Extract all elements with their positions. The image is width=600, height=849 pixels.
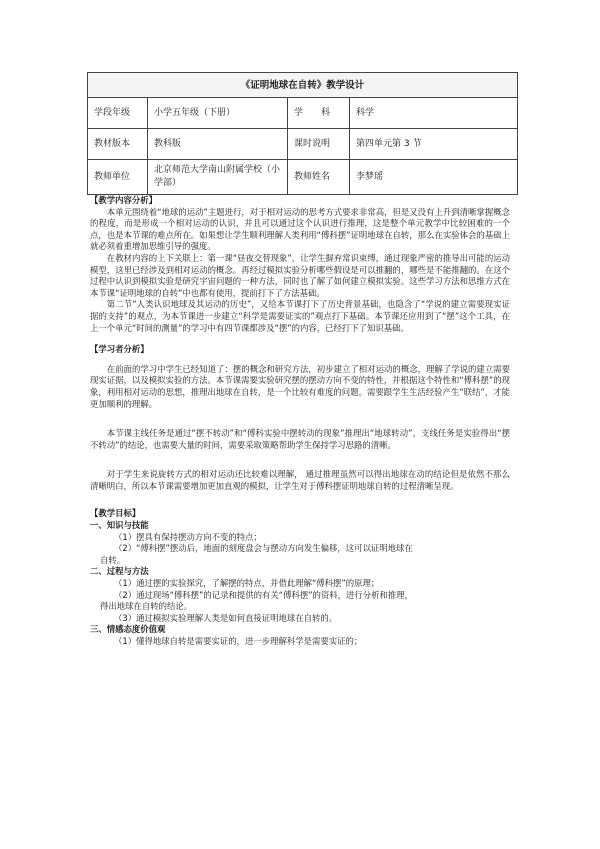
learner-analysis-heading: 【学习者分析】 xyxy=(90,344,149,355)
objective-section-title: 三、情感态度价值观 xyxy=(90,624,166,635)
lesson-label: 课时说明 xyxy=(288,129,350,160)
document-page xyxy=(87,72,517,648)
content-analysis-paragraph: 在教材内容的上下关联上：第一课“昼夜交替现象”，让学生摒弃常识束缚，通过现象严密的推导出可能的运动模型，这里已经涉及到相对运动的概念。再经过模拟实验分析哪些假设是可以推翻的，哪些是不能推翻的。在这个过程中认识到模拟实验是研究宇宙问题的一种方法，同时也了解了如何建立模拟实验。这些学习方法和思维方式在本节课“证明地球的自转”中也都有使用，提前打下了方法基础。 xyxy=(90,252,510,298)
learner-analysis-paragraph: 本节课主线任务是通过“摆不转动”和“傅科实验中摆转动的现象”推理出“地球转动”，支线任务是实验得出“摆不转动”的结论，也需要大量的时间，需要采取策略帮助学生保持学习思路的清晰。 xyxy=(90,428,510,450)
objective-item: （1）懂得地球自转是需要实证的，进一步理解科学是需要实证的； xyxy=(114,636,363,646)
grade-label: 学段年级 xyxy=(88,98,148,129)
objective-section-title: 一、知识与技能 xyxy=(90,520,149,531)
objective-item: （1）通过摆的实验探究，了解摆的特点，并借此理解“傅科摆”的原理； xyxy=(114,578,380,589)
objective-item: （2）通过现场“傅科摆”的记录和提供的有关“傅科摆”的资料，进行分析和推理， xyxy=(114,589,414,600)
school-label: 教师单位 xyxy=(88,160,148,195)
objective-item: （2）“傅科摆”摆动后，地面的刻度盘会与摆动方向发生偏移，这可以证明地球在 xyxy=(114,543,413,554)
lesson-value: 第四单元第 3 节 xyxy=(350,129,518,160)
learner-analysis-paragraph: 在前面的学习中学生已经知道了：摆的概念和研究方法，初步建立了相对运动的概念，理解了学说的建立需要现实证据，以及模拟实验的方法。本节课需要实验研究摆的摆动方向不变的特性，并根据这个特性和“傅科摆”的现象，利用相对运动的思想，推理出地球在自转，是一个比较有难度的问题。需要跟学生生活经验产生“联结”，才能更加顺利的理解。 xyxy=(90,363,510,409)
objective-section-title: 二、过程与方法 xyxy=(90,566,149,577)
subject-label: 学 科 xyxy=(288,98,350,129)
document-title: 《证明地球在自转》教学设计 xyxy=(88,73,518,98)
subject-value: 科学 xyxy=(350,98,518,129)
grade-value: 小学五年级（下册） xyxy=(148,98,288,129)
teacher-label: 教师姓名 xyxy=(288,160,350,195)
document-body xyxy=(90,195,510,648)
school-value: 北京师范大学南山附属学校（小学部） xyxy=(148,160,288,195)
objective-item: （1）摆具有保持摆动方向不变的特点； xyxy=(114,531,262,542)
textbook-value: 教科版 xyxy=(148,129,288,160)
objectives-heading: 【教学目标】 xyxy=(90,508,141,519)
learner-analysis-paragraph: 对于学生来说旋转方式的相对运动还比较难以理解， 通过推理虽然可以得出地球在动的结论但是依然不那么清晰明白，所以本节课需要增加更加直观的模拟，让学生对于傅科摆证明地球自转的过程清晰呈现。 xyxy=(90,469,510,491)
textbook-label: 教材版本 xyxy=(88,129,148,160)
lesson-info-table xyxy=(87,72,518,195)
objective-item-continuation: 自转。 xyxy=(100,554,126,565)
objective-item-continuation: 得出地球在自转的结论。 xyxy=(100,601,193,612)
teacher-value: 李梦瑶 xyxy=(350,160,518,195)
content-analysis-paragraph: 本单元围绕着“地球的运动”主题进行，对于相对运动的思考方式要求非常高，但是又没有上升到清晰掌握概念的程度，而是形成一个相对运动的认识，并且可以通过这个认识进行推理，这是整个单元教学中比较困难的一个点，也是本节课的难点所在。如果想让学生顺利理解人类利用“傅科摆”证明地球在自转，那么在实验体会的基础上就必须着重增加思维引导的强度。 xyxy=(90,206,510,252)
content-analysis-heading: 【教学内容分析】 xyxy=(90,195,157,205)
content-analysis-paragraph: 第二节“人类认识地球及其运动的历史”，又给本节课打下了历史背景基础，也隐含了“学说的建立需要现实证据的支持”的观点，为本节课进一步建立“科学是需要证实的”观点打下基础。本节课还应用到了“摆”这个工具，在上一个单元“时间的测量”的学习中有四节课都涉及“摆”的内容，已经打下了知识基础。 xyxy=(90,299,510,333)
objective-item: （3）通过模拟实验理解人类是如何直接证明地球在自转的。 xyxy=(114,612,338,623)
